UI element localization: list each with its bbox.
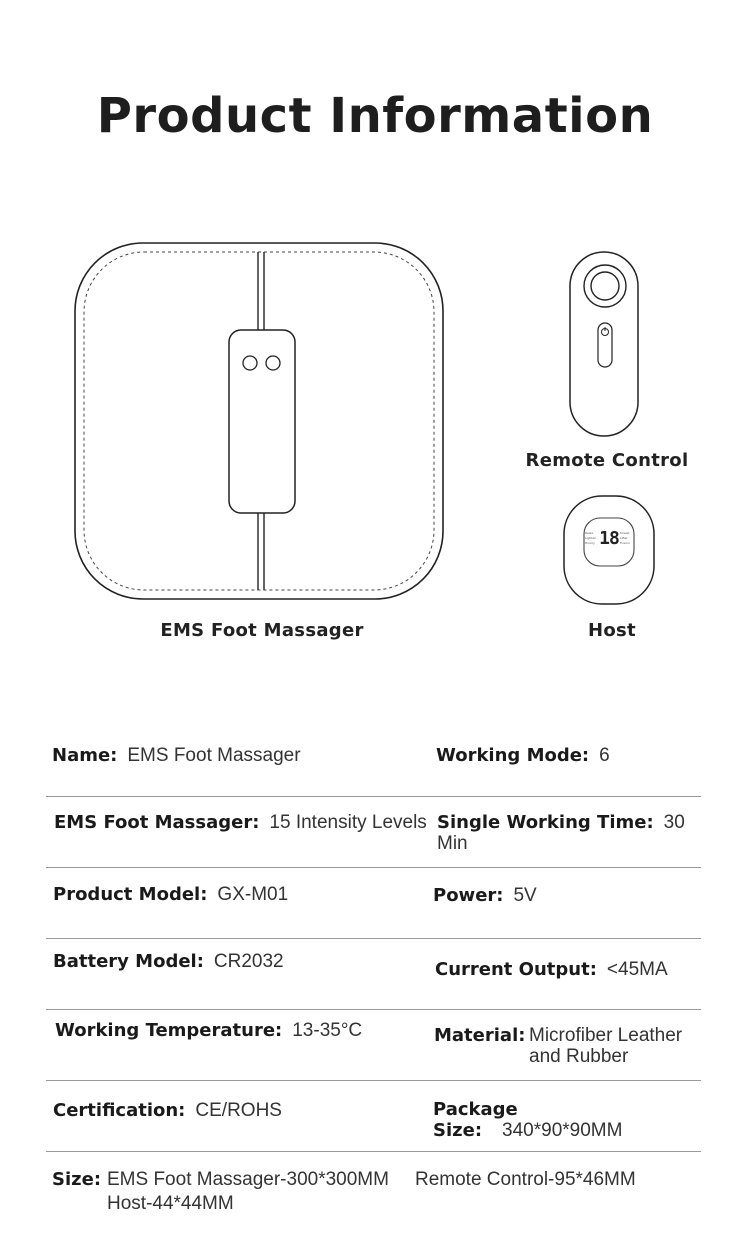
host-display-left-words: [585, 531, 599, 546]
spec-label: Size:: [52, 1169, 102, 1190]
spec-working-temperature: [55, 1020, 362, 1041]
spec-value: 15 Intensity Levels: [269, 812, 427, 833]
spec-label: Power:: [433, 885, 504, 906]
spec-value: <45MA: [606, 959, 668, 980]
host-word: Relax: [585, 531, 594, 535]
host-caption: Host: [588, 620, 636, 641]
spec-value: EMS Foot Massager: [127, 745, 301, 766]
spec-ems-intensity: [54, 812, 427, 833]
spec-value: 13-35°C: [292, 1020, 363, 1041]
spec-value: CR2032: [213, 951, 284, 972]
host-word: Fusion: [620, 541, 630, 545]
spec-size: [52, 1169, 101, 1190]
spec-value: CE/ROHS: [195, 1100, 282, 1121]
spec-power: [433, 885, 537, 906]
spec-value: Microfiber Leather: [529, 1025, 683, 1046]
spec-product-model: [53, 884, 288, 905]
spec-material: [434, 1025, 525, 1046]
host-word: Lifter: [620, 536, 628, 540]
spec-table: [46, 726, 701, 1242]
spec-certification: [53, 1100, 282, 1121]
spec-row: [46, 1081, 701, 1152]
spec-label: Battery Model:: [53, 951, 204, 972]
spec-material-value: [529, 1025, 682, 1067]
spec-row: [46, 797, 701, 868]
spec-value: and Rubber: [529, 1046, 629, 1067]
spec-label: Current Output:: [435, 959, 597, 980]
spec-row: [46, 1152, 701, 1242]
spec-value: 30 Min: [437, 812, 685, 854]
spec-current-output: [435, 959, 668, 980]
spec-row: [46, 1010, 701, 1081]
spec-label: Certification:: [53, 1100, 186, 1121]
spec-working-time: [437, 812, 701, 854]
spec-value: Host-44*44MM: [107, 1193, 234, 1214]
remote-control-caption: Remote Control: [525, 450, 689, 471]
spec-value: 340*90*90MM: [502, 1120, 623, 1141]
spec-package-size: [433, 1099, 701, 1141]
spec-label: Single Working Time:: [437, 812, 654, 833]
page-title: Product Information: [96, 88, 654, 144]
spec-value: 5V: [513, 885, 537, 906]
spec-row: [46, 939, 701, 1010]
spec-working-mode: [436, 745, 610, 766]
product-illustrations: [0, 230, 750, 650]
spec-value: EMS Foot Massager-300*300MM: [107, 1169, 389, 1190]
spec-label: Working Temperature:: [55, 1020, 283, 1041]
spec-battery-model: [53, 951, 284, 972]
spec-label: Name:: [52, 745, 118, 766]
spec-label: Product Model:: [53, 884, 208, 905]
product-drawings: [0, 230, 750, 650]
remote-control-illustration: [570, 252, 638, 436]
spec-value: 6: [599, 745, 610, 766]
spec-row: [46, 868, 701, 939]
spec-label: Material:: [434, 1025, 526, 1046]
spec-row: [46, 726, 701, 797]
spec-size-values: [107, 1169, 389, 1214]
host-word: Lighten: [585, 536, 597, 540]
host-display-digits: 18: [599, 528, 619, 549]
host-display-right-words: [620, 531, 634, 546]
host-word: Hourly: [585, 541, 595, 545]
spec-label: Package Size:: [433, 1099, 518, 1141]
spec-size-remote: Remote Control-95*46MM: [415, 1169, 636, 1190]
spec-label: Working Mode:: [436, 745, 590, 766]
spec-label: EMS Foot Massager:: [54, 812, 260, 833]
spec-value: GX-M01: [217, 884, 289, 905]
spec-name: [52, 745, 301, 766]
foot-massager-caption: EMS Foot Massager: [160, 620, 364, 641]
host-word: Knead: [620, 531, 630, 535]
foot-massager-illustration: [75, 243, 443, 599]
